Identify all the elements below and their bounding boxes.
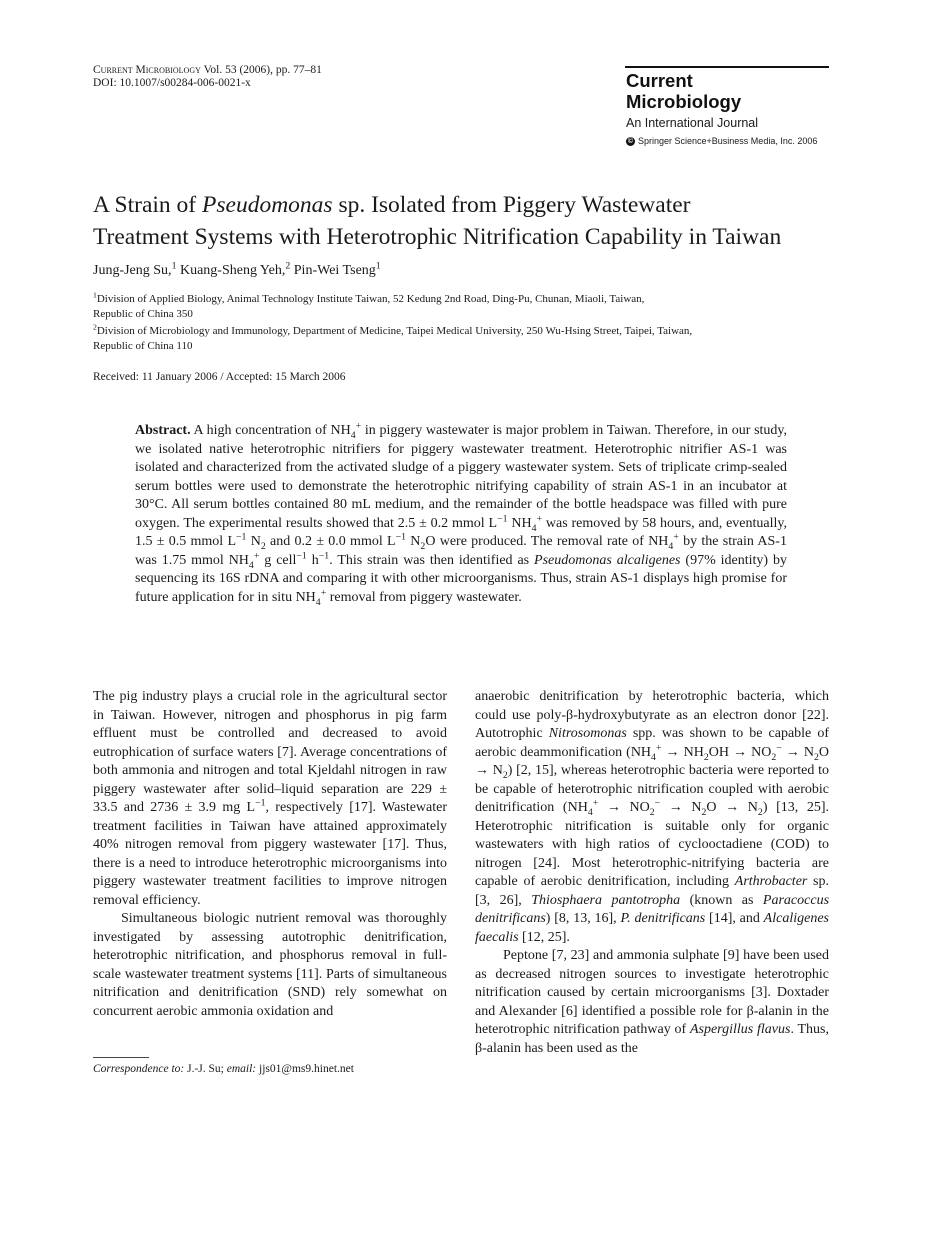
copyright-text: Springer Science+Business Media, Inc. 2006: [638, 136, 818, 146]
title-line2: Treatment Systems with Heterotrophic Nitrification Capability in Taiwan: [93, 224, 782, 250]
journal-copyright: [626, 136, 817, 146]
affiliation-2: $^2$Division of Microbiology and Immunology, Department of Medicine, Taipei Medical University, 250 Wu-Hsing Street, Taipei, Taiwan, Republic of China 110: [93, 322, 693, 352]
correspondence-footnote: Correspondence to: J.-J. Su; email: jjs01@ms9.hinet.net: [93, 1063, 354, 1075]
journal-title: [626, 71, 741, 112]
journal-subtitle: An International Journal: [626, 116, 759, 130]
species-name: Pseudomonas alcaligenes: [534, 552, 681, 568]
paragraph: anaerobic denitrification by heterotrophic bacteria, which could use poly-β-hydroxybutyrate as an electron donor [22]. Autotrophic Nitrosomonas spp. was shown to be capable of aerobic deammonification $(NH_4^+ \to NH_2OH \to NO_2^- \to N_2O \to N_2)$ [2, 15], whereas heterotrophic bacteria were reported to be capable of heterotrophic nitrification coupled with aerobic denitrification $(NH_4^+ \to NO_2^- \to N_2O \to N_2)$ [13, 25]. Heterotrophic nitrification is suitable only for organic wastewaters with high ratios of cyclooctadiene (COD) to nitrogen [24]. Most heterotrophic-nitrifying bacteria are capable of aerobic denitrification, including Arthrobacter sp. [3, 26], Thiosphaera pantotropha (known as Paracoccus denitrificans) [8, 13, 16], P. denitrificans [14], and Alcaligenes faecalis [12, 25].: [475, 689, 830, 945]
volume-info: Vol. 53 (2006), pp. 77–81: [203, 64, 322, 76]
title-part1: A Strain of: [93, 192, 203, 218]
article-title: [93, 189, 853, 253]
author: Kuang-Sheng Yeh,$^2$: [179, 260, 291, 278]
copyright-icon: ©: [627, 137, 634, 145]
journal-title-line1: Current: [626, 70, 693, 91]
citation-header: [93, 64, 322, 90]
journal-name-smallcaps: Current Microbiology: [93, 64, 201, 76]
author-list: [93, 260, 381, 279]
doi: DOI: 10.1007/s00284-006-0021-x: [93, 77, 251, 89]
abstract: Abstract. A high concentration of $NH_4^+$ in piggery wastewater is major problem in Taiwan. Therefore, in our study, we isolated native heterotrophic nitrifiers for piggery wastewater treatment. Heterotrophic nitrifier AS-1 was isolated and characterized from the activated sludge of a piggery wastewater system. Sets of triplicate crimp-sealed serum bottles were used to demonstrate the heterotrophic nitrifying capability of strain AS-1 in an incubator at 30°C. All serum bottles contained 80 mL medium, and the remainder of the bottle headspace was filled with pure oxygen. The experimental results showed that 2.5 ± 0.2 mmol $L^{-1}$ $NH_4^+$ was removed by 58 hours, and, eventually, 1.5 ± 0.5 mmol $L^{-1}$ $N_2$ and 0.2 ± 0.0 mmol $L^{-1}$ $N_2O$ were produced. The removal rate of $NH_4^+$ by the strain AS-1 was 1.75 mmol $NH_4^+$ g cell$^{-1}$ $h^{-1}$. This strain was then identified as Pseudomonas alcaligenes (97% identity) by sequencing its 16S rDNA and comparing it with other microorganisms. Thus, strain AS-1 displays high promise for future application for in situ $NH_4^+$ removal from piggery wastewater.: [135, 420, 788, 608]
email-link[interactable]: jjs01@ms9.hinet.net: [256, 1063, 354, 1075]
abstract-label: Abstract.: [135, 423, 191, 438]
body-column-left: [93, 688, 447, 1021]
paragraph: Simultaneous biologic nutrient removal was thoroughly investigated by assessing autotrophic denitrification, heterotrophic nitrification, and phosphorus removal in full-scale wastewater treatment systems [11]. Parts of simultaneous nitrification and denitrification (SND) rely somewhat on concurrent aerobic ammonia oxidation and: [93, 911, 447, 1019]
body-column-right: [475, 688, 829, 1058]
paragraph: Peptone [7, 23] and ammonia sulphate [9] have been used as decreased nitrogen sources to investigate heterotrophic nitrification caused by certain microorganisms [3]. Doxtader and Alexander [6] identified a possible role for β-alanin in the heterotrophic nitrification pathway of Aspergillus flavus. Thus, β-alanin has been used as the: [475, 948, 830, 1056]
title-part2: sp. Isolated from Piggery Wastewater: [332, 192, 691, 218]
footnote-rule: [93, 1057, 149, 1058]
title-genus: Pseudomonas: [202, 192, 333, 218]
received-dates: Received: 11 January 2006 / Accepted: 15 March 2006: [93, 371, 346, 383]
paragraph: The pig industry plays a crucial role in the agricultural sector in Taiwan. However, nitrogen and phosphorus in pig farm effluent must be controlled and decreased to avoid eutrophication of surface waters [7]. Average concentrations of both ammonia and nitrogen and total Kjeldahl nitrogen in raw piggery wastewater after solid–liquid separation are 229 ± 33.5 and 2736 ± 3.9 mg $L^{-1}$, respectively [17]. Wastewater treatment facilities in Taiwan have attained approximately 40% nitrogen removal from piggery wastewater [17]. Thus, there is a need to introduce heterotrophic microorganisms into piggery wastewater treatment facilities to improve nitrogen removal efficiency.: [93, 689, 448, 908]
author: Pin-Wei Tseng$^1$: [293, 260, 381, 278]
journal-title-line2: Microbiology: [626, 90, 742, 112]
author: Jung-Jeng Su,$^1$: [93, 260, 177, 278]
affiliation-1: $^1$Division of Applied Biology, Animal Technology Institute Taiwan, 52 Kedung 2nd Road, Ding-Pu, Chunan, Miaoli, Taiwan, Republic of China 350: [93, 290, 645, 320]
journal-rule: [625, 66, 829, 68]
